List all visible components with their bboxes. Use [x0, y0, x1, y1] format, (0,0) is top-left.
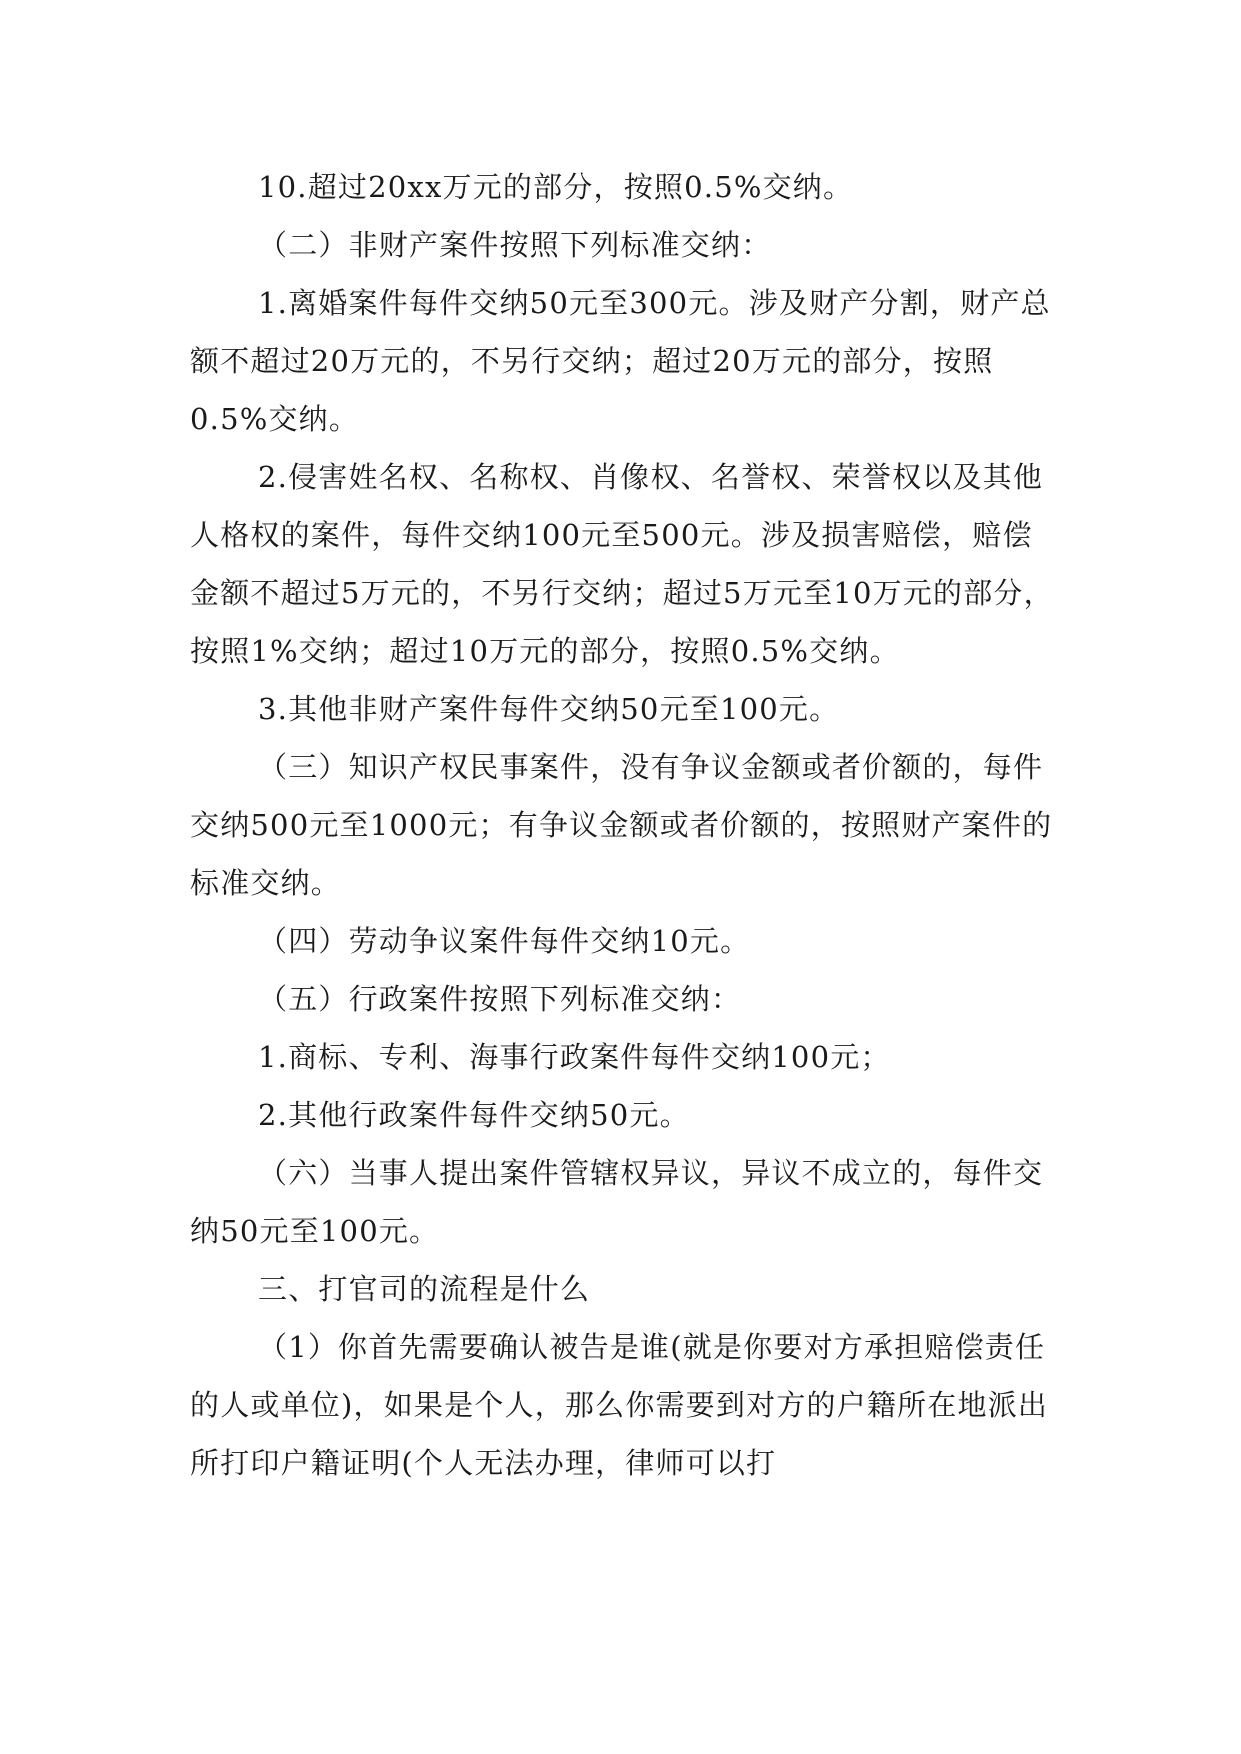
paragraph-step-1: （1）你首先需要确认被告是谁(就是你要对方承担赔偿责任的人或单位)，如果是个人，那么你需要到对方的户籍所在地派出所打印户籍证明(个人无法办理，律师可以打 — [190, 1330, 1049, 1480]
paragraph-intellectual-property: （三）知识产权民事案件，没有争议金额或者价额的，每件交纳500元至1000元；有争议金额或者价额的，按照财产案件的标准交纳。 — [190, 750, 1053, 900]
paragraph-divorce-cases: 1.离婚案件每件交纳50元至300元。涉及财产分割，财产总额不超过20万元的，不另行交纳；超过20万元的部分，按照0.5%交纳。 — [190, 286, 1051, 436]
document-body — [190, 158, 1060, 1492]
paragraph-fee-item-10: 10.超过20xx万元的部分，按照0.5%交纳。 — [258, 170, 854, 204]
paragraph-other-non-property: 3.其他非财产案件每件交纳50元至100元。 — [258, 692, 840, 726]
paragraph-trademark-patent: 1.商标、专利、海事行政案件每件交纳100元； — [258, 1040, 891, 1074]
paragraph-labor-disputes: （四）劳动争议案件每件交纳10元。 — [258, 924, 751, 958]
paragraph-personality-rights: 2.侵害姓名权、名称权、肖像权、名誉权、荣誉权以及其他人格权的案件，每件交纳100元至500元。涉及损害赔偿，赔偿金额不超过5万元的，不另行交纳；超过5万元至10万元的部分，按照1%交纳；超过10万元的部分，按照0.5%交纳。 — [190, 460, 1054, 668]
paragraph-other-administrative: 2.其他行政案件每件交纳50元。 — [258, 1098, 690, 1132]
section-heading-lawsuit-process: 三、打官司的流程是什么 — [258, 1272, 591, 1306]
paragraph-administrative-heading: （五）行政案件按照下列标准交纳： — [258, 982, 742, 1016]
paragraph-non-property-heading: （二）非财产案件按照下列标准交纳： — [258, 228, 772, 262]
paragraph-jurisdiction-objection: （六）当事人提出案件管辖权异议，异议不成立的，每件交纳50元至100元。 — [190, 1156, 1044, 1248]
